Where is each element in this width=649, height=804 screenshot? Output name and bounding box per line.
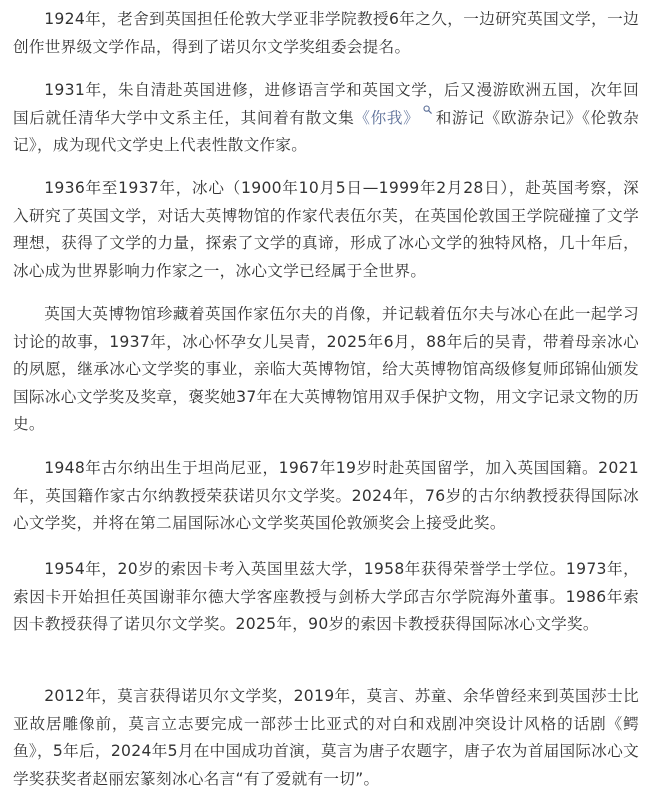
paragraph-bingxin: 1936年至1937年，冰心（1900年10月5日—1999年2月28日），赴英国考察，深入研究了英国文学，对话大英博物馆的作家代表伍尔芙，在英国伦敦国王学院碰撞了文学理想，获得了文学的力量，探索了文学的真谛，形成了冰心文学的独特风格，几十年后，冰心成为世界影响力作家之一，冰心文学已经属于全世界。 bbox=[13, 179, 639, 280]
paragraph-moyan: 2012年，莫言获得诺贝尔文学奖，2019年，莫言、苏童、余华曾经来到英国莎士比亚故居雕像前，莫言立志要完成一部莎士比亚式的对白和戏剧冲突设计风格的话剧《鳄鱼》，5年后，2024年5月在中国成功首演，莫言为唐子农题字，唐子农为首届国际冰心文学奖获奖者赵丽宏篆刻冰心名言“有了爱就有一切”。 bbox=[13, 687, 639, 788]
paragraph-laoshe: 1924年，老舍到英国担任伦敦大学亚非学院教授6年之久，一边研究英国文学，一边创作世界级文学作品，得到了诺贝尔文学奖组委会提名。 bbox=[13, 10, 639, 56]
paragraph-soyinka: 1954年，20岁的索因卡考入英国里兹大学，1958年获得荣誉学士学位。1973年，索因卡开始担任英国谢菲尔德大学客座教授与剑桥大学邱吉尔学院海外董事。1986年索因卡教授获得了诺贝尔文学奖。2025年，90岁的索因卡教授获得国际冰心文学奖。 bbox=[13, 560, 639, 634]
paragraph-text-before-link: 1931年，朱自清赴英国进修，进修语言学和英国文学，后又漫游欧洲五国，次年回国后就任清华大学中文系主任，其间着有散文集 bbox=[13, 81, 639, 127]
paragraph-gurnah: 1948年古尔纳出生于坦尚尼亚，1967年19岁时赴英国留学，加入英国国籍。2021年，英国籍作家古尔纳教授荣获诺贝尔文学奖。2024年，76岁的古尔纳教授获得国际冰心文学奖，并将在第二届国际冰心文学奖英国伦敦颁奖会上接受此奖。 bbox=[13, 459, 639, 533]
paragraph-zhu-ziqing bbox=[13, 77, 639, 160]
paragraph-british-museum: 英国大英博物馆珍藏着英国作家伍尔夫的肖像，并记载着伍尔夫与冰心在此一起学习讨论的故事，1937年，冰心怀孕女儿吴青，2025年6月，88年后的吴青，带着母亲冰心的夙愿，继承冰心文学奖的事业，亲临大英博物馆，给大英博物馆高级修复师邱锦仙颁发国际冰心文学奖及奖章，褒奖她37年在大英博物馆用双手保护文物，用文字记录文物的历史。 bbox=[13, 305, 639, 434]
book-link-ni-wo[interactable]: 《你我》 bbox=[354, 108, 420, 127]
search-icon[interactable] bbox=[423, 105, 432, 114]
paragraph-text-after-link: 和游记《欧游杂记》《伦敦杂记》，成为现代文学史上代表性散文作家。 bbox=[13, 108, 639, 155]
